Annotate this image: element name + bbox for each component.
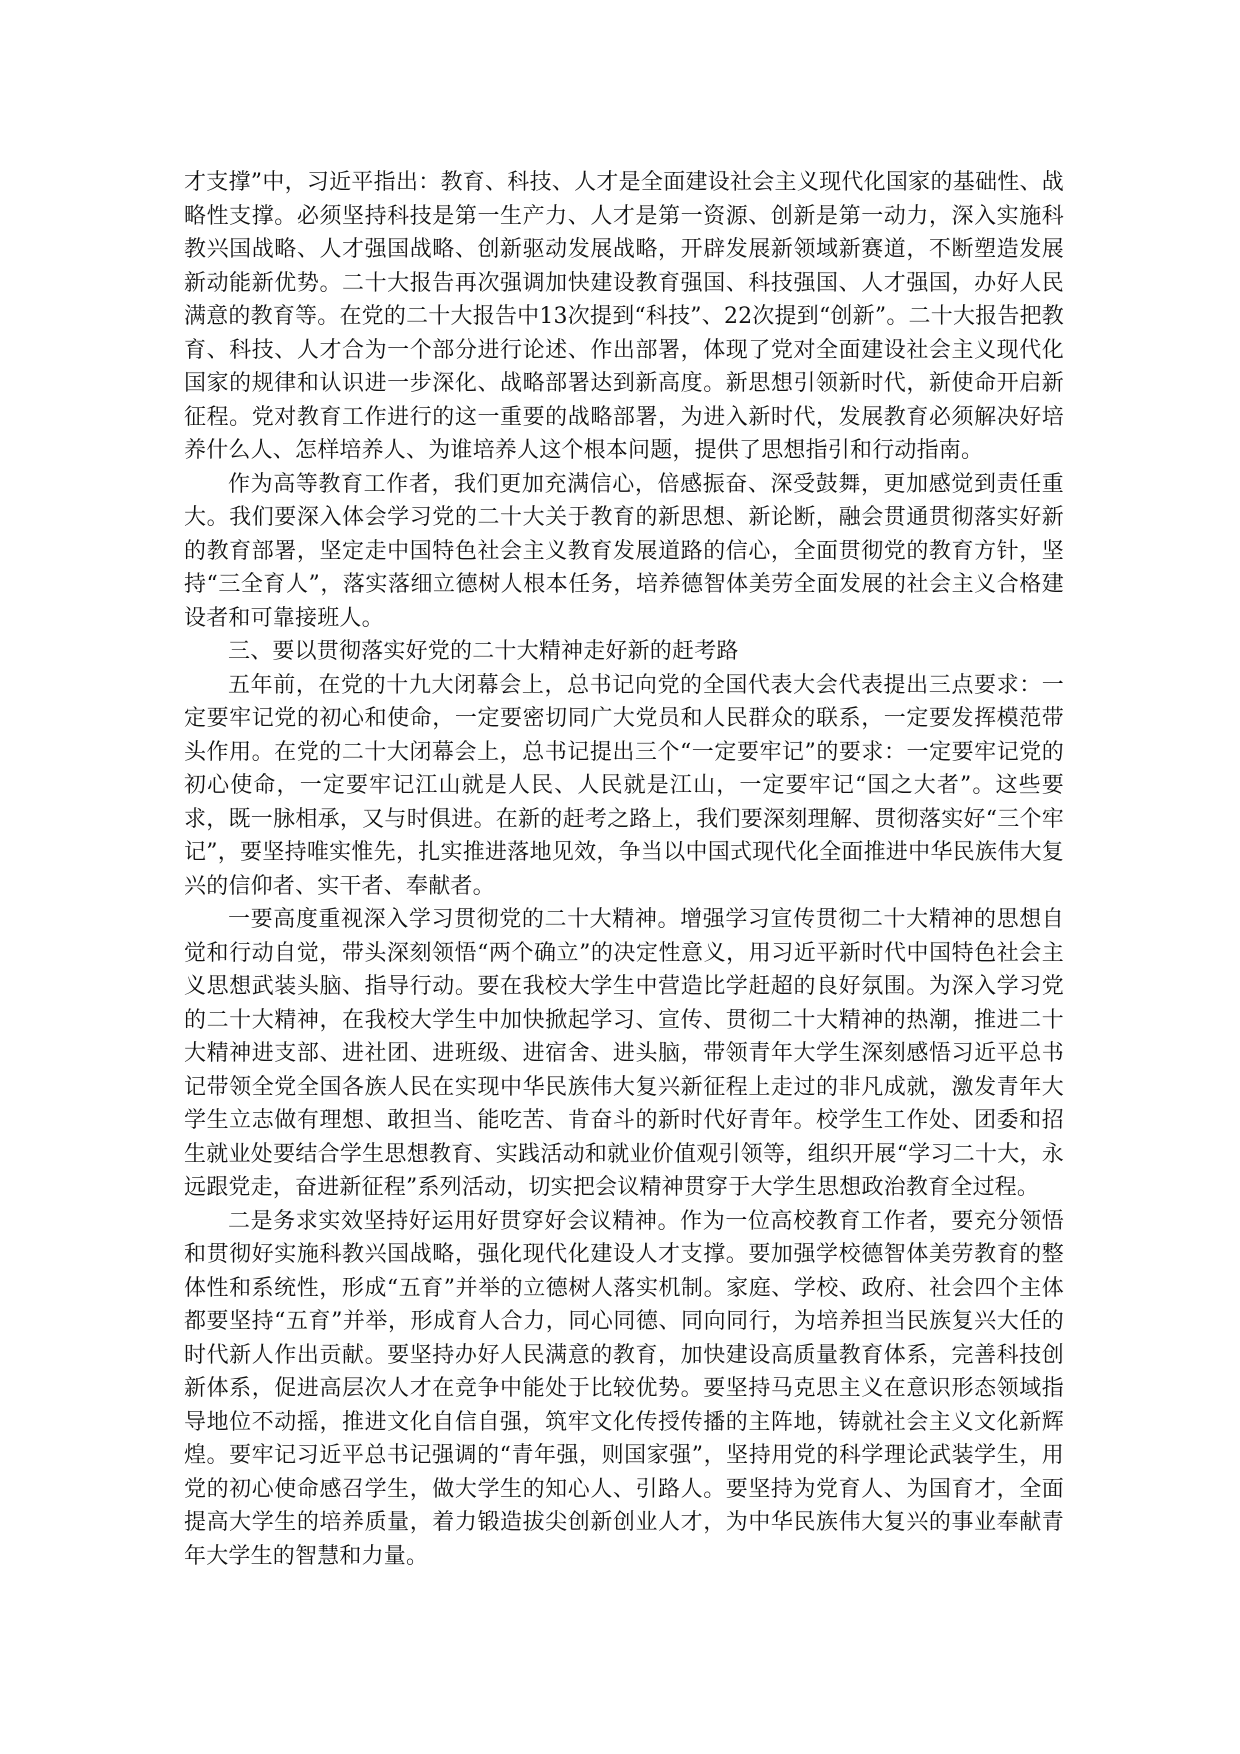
paragraph-1: 才支撑”中，习近平指出：教育、科技、人才是全面建设社会主义现代化国家的基础性、战略性支撑。必须坚持科技是第一生产力、人才是第一资源、创新是第一动力，深入实施科教兴国战略、人才强国战略、创新驱动发展战略，开辟发展新领域新赛道，不断塑造发展新动能新优势。二十大报告再次强调加快建设教育强国、科技强国、人才强国，办好人民满意的教育等。在党的二十大报告中13次提到“科技”、22次提到“创新”。二十大报告把教育、科技、人才合为一个部分进行论述、作出部署，体现了党对全面建设社会主义现代化国家的规律和认识进一步深化、战略部署达到新高度。新思想引领新时代，新使命开启新征程。党对教育工作进行的这一重要的战略部署，为进入新时代，发展教育必须解决好培养什么人、怎样培养人、为谁培养人这个根本问题，提供了思想指引和行动指南。 (184, 170, 1064, 463)
paragraph-5: 二是务求实效坚持好运用好贯穿好会议精神。作为一位高校教育工作者，要充分领悟和贯彻好实施科教兴国战略，强化现代化建设人才支撑。要加强学校德智体美劳教育的整体性和系统性，形成“五育”并举的立德树人落实机制。家庭、学校、政府、社会四个主体都要坚持“五育”并举，形成育人合力，同心同德、同向同行，为培养担当民族复兴大任的时代新人作出贡献。要坚持办好人民满意的教育，加快建设高质量教育体系，完善科技创新体系，促进高层次人才在竞争中能处于比较优势。要坚持马克思主义在意识形态领域指导地位不动摇，推进文化自信自强，筑牢文化传授传播的主阵地，铸就社会主义文化新辉煌。要牢记习近平总书记强调的“青年强，则国家强”，坚持用党的科学理论武装学生，用党的初心使命感召学生，做大学生的知心人、引路人。要坚持为党育人、为国育才，全面提高大学生的培养质量，着力锻造拔尖创新创业人才，为中华民族伟大复兴的事业奉献青年大学生的智慧和力量。 (184, 1208, 1064, 1569)
section-heading: 三、要以贯彻落实好党的二十大精神走好新的赶考路 (228, 639, 739, 664)
document-body (184, 166, 1064, 1573)
paragraph-3: 五年前，在党的十九大闭幕会上，总书记向党的全国代表大会代表提出三点要求：一定要牢记党的初心和使命，一定要密切同广大党员和人民群众的联系，一定要发挥模范带头作用。在党的二十大闭幕会上，总书记提出三个“一定要牢记”的要求：一定要牢记党的初心使命，一定要牢记江山就是人民、人民就是江山，一定要牢记“国之大者”。这些要求，既一脉相承，又与时俱进。在新的赶考之路上，我们要深刻理解、贯彻落实好“三个牢记”，要坚持唯实惟先，扎实推进落地见效，争当以中国式现代化全面推进中华民族伟大复兴的信仰者、实干者、奉献者。 (184, 672, 1064, 899)
paragraph-4: 一要高度重视深入学习贯彻党的二十大精神。增强学习宣传贯彻二十大精神的思想自觉和行动自觉，带头深刻领悟“两个确立”的决定性意义，用习近平新时代中国特色社会主义思想武装头脑、指导行动。要在我校大学生中营造比学赶超的良好氛围。为深入学习党的二十大精神，在我校大学生中加快掀起学习、宣传、贯彻二十大精神的热潮，推进二十大精神进支部、进社团、进班级、进宿舍、进头脑，带领青年大学生深刻感悟习近平总书记带领全党全国各族人民在实现中华民族伟大复兴新征程上走过的非凡成就，激发青年大学生立志做有理想、敢担当、能吃苦、肯奋斗的新时代好青年。校学生工作处、团委和招生就业处要结合学生思想教育、实践活动和就业价值观引领等，组织开展“学习二十大，永远跟党走，奋进新征程”系列活动，切实把会议精神贯穿于大学生思想政治教育全过程。 (184, 907, 1064, 1200)
paragraph-2: 作为高等教育工作者，我们更加充满信心，倍感振奋、深受鼓舞，更加感觉到责任重大。我们要深入体会学习党的二十大关于教育的新思想、新论断，融会贯通贯彻落实好新的教育部署，坚定走中国特色社会主义教育发展道路的信心，全面贯彻党的教育方针，坚持“三全育人”，落实落细立德树人根本任务，培养德智体美劳全面发展的社会主义合格建设者和可靠接班人。 (184, 471, 1064, 631)
